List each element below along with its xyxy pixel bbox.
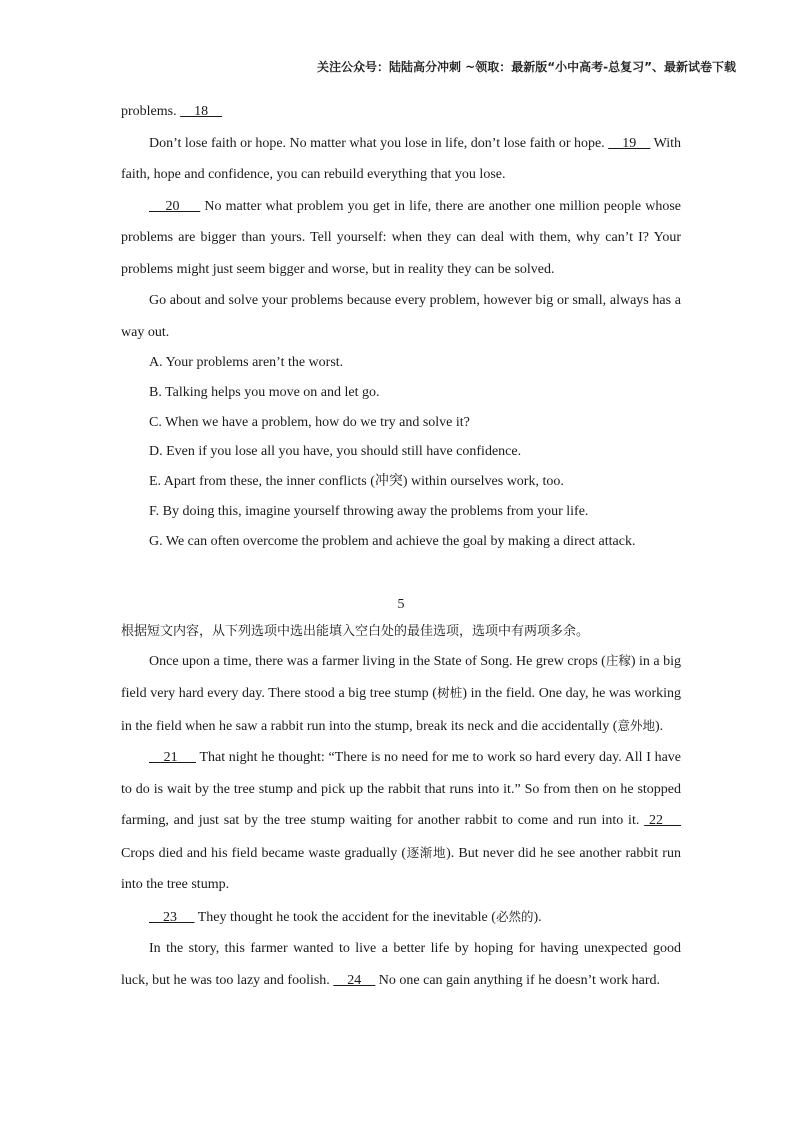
- story-paragraph-2: [121, 742, 681, 901]
- section-instruction: 根据短文内容，从下列选项中选出能填入空白处的最佳选项，选项中有两项多余。: [121, 623, 590, 639]
- passage-paragraph-1: [121, 128, 681, 191]
- paragraph-text: They thought he took the accident for the inevitable (: [197, 909, 496, 925]
- paragraph-text: problems.: [121, 104, 177, 119]
- paragraph-text: ). But never did he see another rabbit run into the tree stump.: [121, 845, 681, 893]
- option-c: C. When we have a problem, how do we try and solve it?: [149, 414, 470, 430]
- paragraph-text: In the story, this farmer wanted to live a better life by hoping for having unexpected good luck, but he was too lazy and foolish.: [121, 941, 681, 988]
- chinese-gloss: 逐渐地: [406, 844, 447, 860]
- document-body: [121, 96, 681, 996]
- blank-21: 21: [149, 750, 197, 766]
- chinese-gloss: 树桩: [436, 685, 463, 701]
- story-paragraph-4: [121, 933, 681, 996]
- passage-paragraph-0: [121, 96, 681, 128]
- paragraph-text: ) in a big field very hard every day. There stood a big tree stump (: [121, 653, 682, 702]
- option-a: A. Your problems aren’t the worst.: [149, 355, 344, 370]
- paragraph-text: Crops died and his field became waste gradually (: [121, 845, 407, 861]
- paragraph-text: ).: [654, 718, 664, 734]
- passage-paragraph-2: [121, 191, 681, 286]
- paragraph-text: That night he thought: “There is no need for me to work so hard every day. All I have to do is wait by the tree stump and pick up the rabbit that runs into it.” So from then on he stopped farming, and just sat by the tree stump waiting for another rabbit to come and run into it.: [121, 750, 681, 829]
- paragraph-text: No matter what problem you get in life, there are another one million people whose problems are bigger than yours. Tell yourself: when they can deal with them, why can’t I? Your problems might just seem bigger and worse, but in reality they can be solved.: [121, 198, 682, 277]
- paragraph-text: Go about and solve your problems because every problem, however big or small, always has a way out.: [121, 293, 681, 340]
- paragraph-text-continued: With faith, hope and confidence, you can rebuild everything that you lose.: [121, 135, 682, 182]
- blank-23: 23: [149, 909, 195, 925]
- story-paragraph-1: [121, 645, 681, 743]
- chinese-gloss: 必然的: [495, 908, 534, 924]
- blank-22: 22: [644, 813, 682, 829]
- options-list: [121, 348, 681, 557]
- passage-paragraph-3: [121, 285, 681, 348]
- chinese-gloss: 意外地: [617, 717, 655, 733]
- option-f: F. By doing this, imagine yourself throwing away the problems from your life.: [149, 503, 589, 519]
- blank-20: 20: [149, 198, 201, 214]
- paragraph-text: Don’t lose faith or hope. No matter what you lose in life, don’t lose faith or hope.: [149, 135, 605, 151]
- paragraph-text: ).: [533, 909, 542, 925]
- option-b: B. Talking helps you move on and let go.: [149, 384, 380, 400]
- section-number: 5: [397, 596, 405, 612]
- blank-24: 24: [333, 972, 376, 988]
- chinese-gloss: 庄稼: [605, 652, 631, 668]
- paragraph-text: ) in the field. One day, he was working in the field when he saw a rabbit run into the stump, break its neck and die accidentally (: [121, 686, 681, 734]
- option-g: G. We can often overcome the problem and achieve the goal by making a direct attack.: [149, 533, 636, 549]
- option-e: E. Apart from these, the inner conflicts (冲突) within ourselves work, too.: [149, 474, 564, 490]
- paragraph-text: Once upon a time, there was a farmer living in the State of Song. He grew crops (: [149, 653, 606, 669]
- page-header: 关注公众号：陆陆高分冲刺 ~领取：最新版“小中高考-总复习”、最新试卷下载: [317, 60, 736, 74]
- paragraph-text: No one can gain anything if he doesn’t work hard.: [378, 972, 661, 988]
- story-paragraph-3: [121, 901, 681, 934]
- option-d: D. Even if you lose all you have, you should still have confidence.: [149, 444, 522, 460]
- blank-18: 18: [180, 104, 223, 119]
- blank-19: 19: [608, 135, 651, 151]
